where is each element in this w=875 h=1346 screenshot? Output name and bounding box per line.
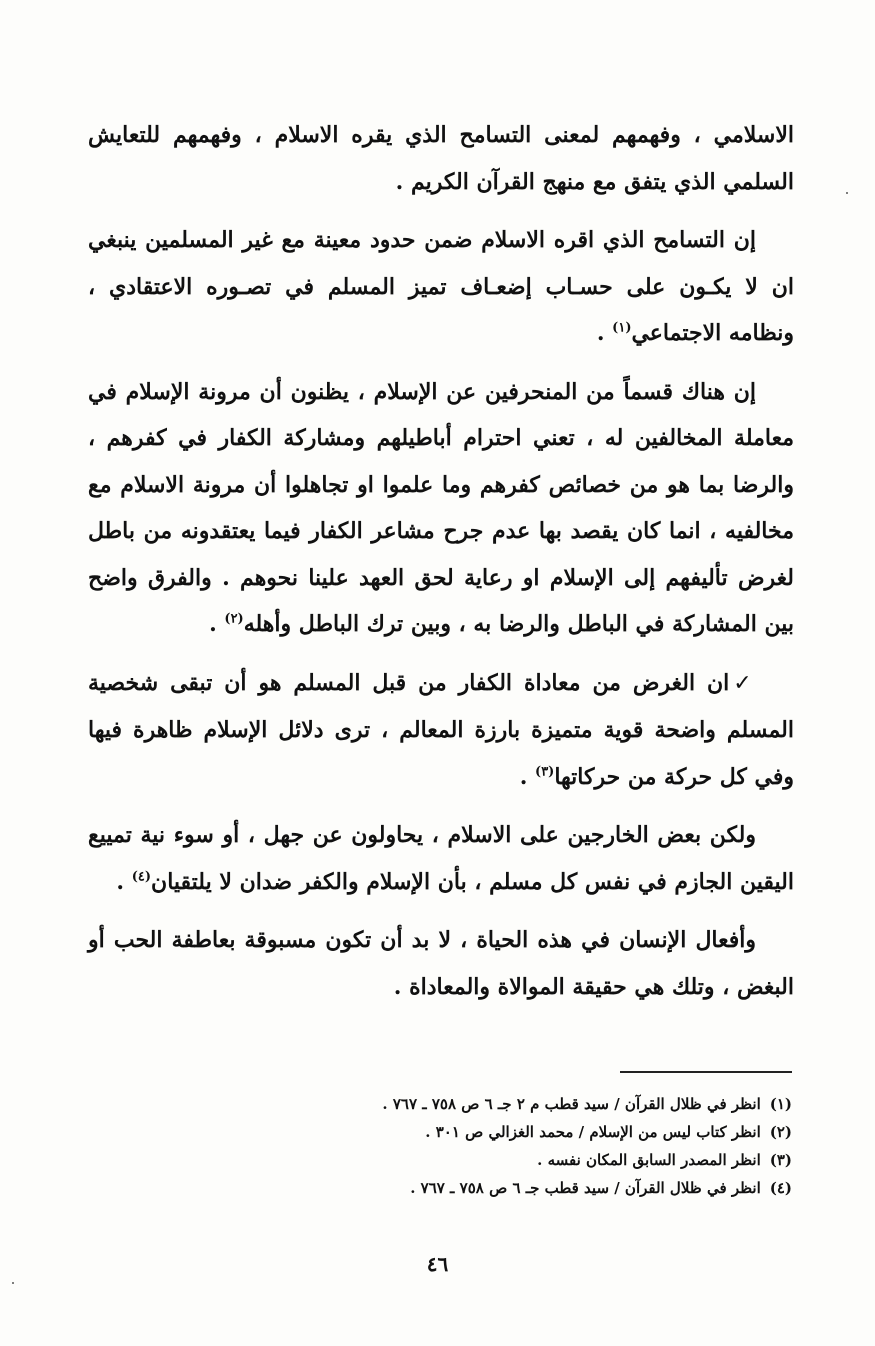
footnote-ref-2[interactable]: (٢) <box>224 611 244 627</box>
footnote-2 <box>100 1118 792 1146</box>
page-number: ٤٦ <box>426 1252 449 1276</box>
paragraph-5 <box>88 812 794 905</box>
paragraph-text: الاسلامي ، وفهمهم لمعنى التسامح الذي يقره الاسلام ، وفهمهم للتعايش السلمي الذي يتفق مع منهج القرآن الكريم . <box>88 122 794 195</box>
scan-speck <box>846 192 848 194</box>
footnote-1 <box>100 1090 792 1118</box>
footnote-divider <box>620 1071 792 1073</box>
footnote-number: (٢) <box>769 1123 792 1141</box>
paragraph-text: ولكن بعض الخارجين على الاسلام ، يحاولون عن جهل ، أو سوء نية تمييع اليقين الجازم في نفس كل مسلم ، بأن الإسلام والكفر ضدان لا يلتقيان <box>88 822 794 895</box>
footnote-ref-4[interactable]: (٤) <box>131 869 152 885</box>
paragraph-tail: . <box>116 868 132 895</box>
footnote-number: (٣) <box>769 1151 792 1169</box>
main-text <box>88 112 794 1022</box>
footnote-3 <box>100 1146 792 1174</box>
paragraph-3 <box>88 369 794 648</box>
paragraph-tail: . <box>596 320 613 346</box>
footnote-text: انظر في ظلال القرآن / سيد قطب م ٢ جـ ٦ ص ٧٥٨ ـ ٧٦٧ . <box>382 1095 761 1113</box>
paragraph-4 <box>88 660 794 801</box>
footnote-4 <box>100 1174 792 1202</box>
paragraph-text: إن التسامح الذي اقره الاسلام ضمن حدود معينة مع غير المسلمين ينبغي ان لا يكـون على حسـاب إضعـاف تميز المسلم في تصـوره الاعتقادي ، ونظامه الاجتماعي <box>88 227 794 346</box>
footnote-number: (٤) <box>769 1179 792 1197</box>
paragraph-6 <box>88 917 794 1010</box>
footnote-ref-3[interactable]: (٣) <box>535 764 555 780</box>
paragraph-2 <box>88 217 794 357</box>
paragraph-text: إن هناك قسماً من المنحرفين عن الإسلام ، يظنون أن مرونة الإسلام في معاملة المخالفين له ، تعني احترام أباطيلهم ومشاركة الكفار في كفرهم ، والرضا بما هو من خصائص كفرهم وما علموا او تجاهلوا أن مرونة الاسلام مع مخالفيه ، انما كان يقصد بها عدم جرح مشاعر الكفار فيما يعتقدونه من باطل لغرض تأليفهم إلى الإسلام او رعاية لحق العهد علينا نحوهم . والفرق واضح بين المشاركة في الباطل والرضا به ، وبين ترك الباطل وأهله <box>88 378 794 637</box>
footnote-text: انظر المصدر السابق المكان نفسه . <box>537 1151 761 1169</box>
footnotes <box>100 1090 792 1202</box>
scan-speck <box>12 1282 14 1284</box>
paragraph-text: وأفعال الإنسان في هذه الحياة ، لا بد أن تكون مسبوقة بعاطفة الحب أو البغض ، وتلك هي حقيقة الموالاة والمعاداة . <box>88 927 794 1000</box>
paragraph-tail: . <box>209 611 225 637</box>
paragraph-text: ان الغرض من معاداة الكفار من قبل المسلم هو أن تبقى شخصية المسلم واضحة قوية متميزة بارزة المعالم ، ترى دلائل الإسلام ظاهرة فيها وفي كل حركة من حركاتها <box>88 669 794 790</box>
footnote-text: انظر في ظلال القرآن / سيد قطب جـ ٦ ص ٧٥٨ ـ ٧٦٧ . <box>410 1179 761 1197</box>
check-mark-icon: ✓ <box>733 670 756 696</box>
paragraph-1 <box>88 112 794 205</box>
footnote-ref-1[interactable]: (١) <box>612 320 632 336</box>
footnote-text: انظر كتاب ليس من الإسلام / محمد الغزالي ص ٣٠١ . <box>425 1123 761 1141</box>
footnote-number: (١) <box>769 1095 792 1113</box>
paragraph-tail: . <box>519 763 536 790</box>
